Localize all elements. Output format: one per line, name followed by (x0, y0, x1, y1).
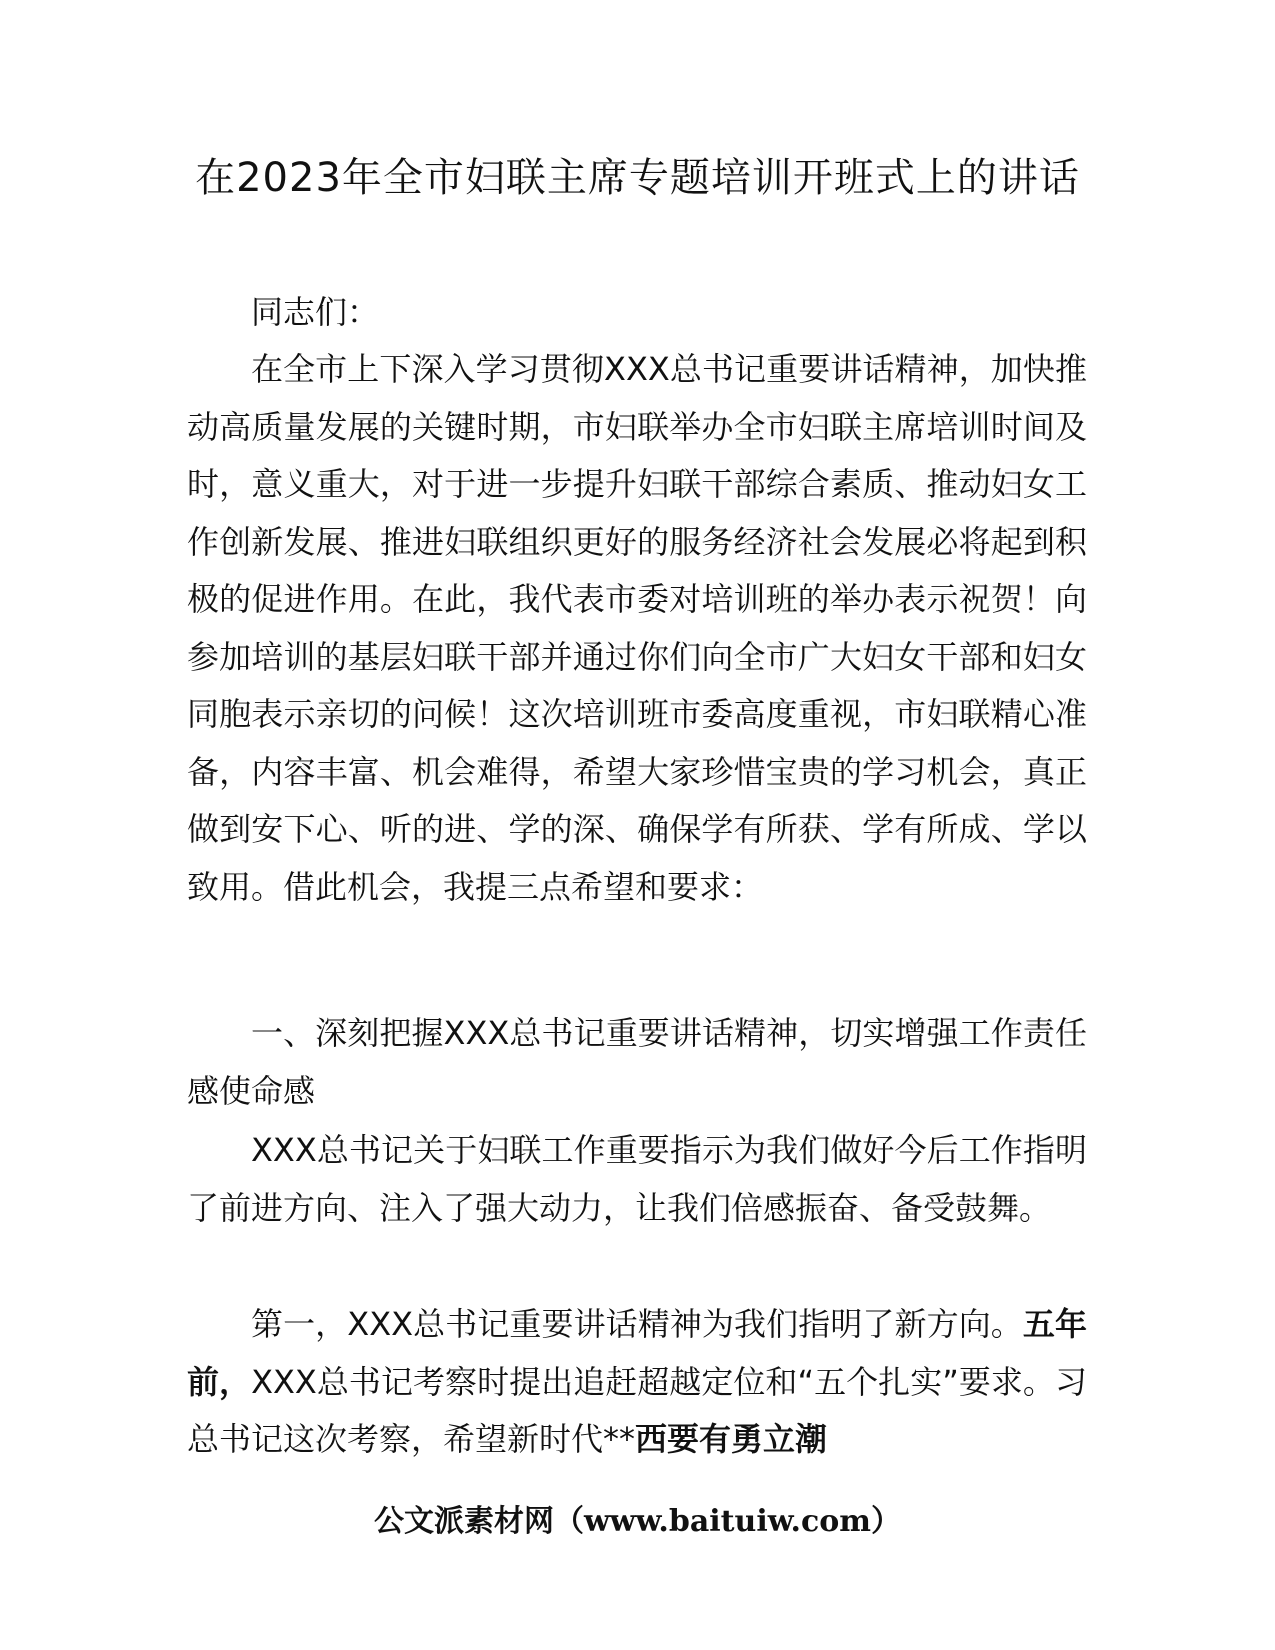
footer-watermark: 公文派素材网（www.baituiw.com） (373, 1504, 902, 1539)
section-heading-1: 一、深刻把握XXX总书记重要讲话精神，切实增强工作责任感使命感 (187, 1014, 1087, 1110)
paragraph-first-point (187, 1296, 1087, 1469)
paragraph-instructions: XXX总书记关于妇联工作重要指示为我们做好今后工作指明了前进方向、注入了强大动力，让我们倍感振奋、备受鼓舞。 (187, 1131, 1087, 1227)
paragraph-opening: 在全市上下深入学习贯彻XXX总书记重要讲话精神，加快推动高质量发展的关键时期，市妇联举办全市妇联主席培训时间及时，意义重大，对于进一步提升妇联干部综合素质、推动妇女工作创新发展、推进妇联组织更好的服务经济社会发展必将起到积极的促进作用。在此，我代表市委对培训班的举办表示祝贺！向参加培训的基层妇联干部并通过你们向全市广大妇女干部和妇女同胞表示亲切的问候！这次培训班市委高度重视，市妇联精心准备，内容丰富、机会难得，希望大家珍惜宝贵的学习机会，真正做到安下心、听的进、学的深、确保学有所获、学有所成、学以致用。借此机会，我提三点希望和要求： (187, 350, 1087, 906)
document-title: 在2023年全市妇联主席专题培训开班式上的讲话 (195, 155, 1080, 201)
first-point-lead: 第一，XXX总书记重要讲话精神为我们指明了新方向。 (251, 1305, 1023, 1343)
first-point-bold-tail: 西要有勇立潮 (635, 1420, 828, 1458)
first-point-text: XXX总书记考察时提出追赶超越定位和“五个扎实”要求。习总书记这次考察，希望新时代** (187, 1362, 1087, 1458)
salutation: 同志们： (251, 293, 380, 331)
first-point-bold-lead: 五年前， (187, 1305, 1087, 1401)
